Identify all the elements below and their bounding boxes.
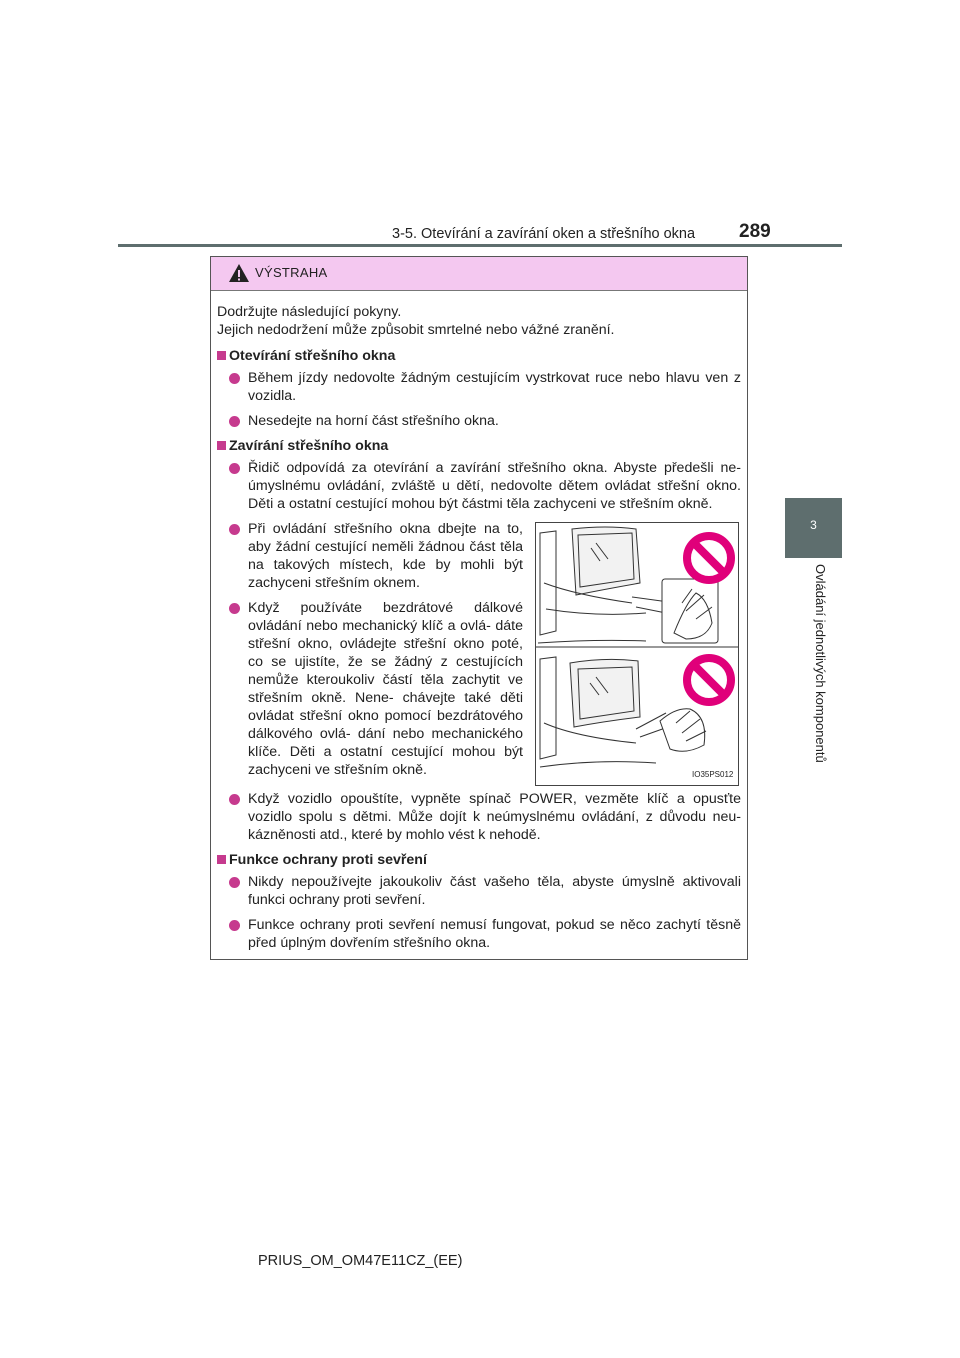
section-title: 3-5. Otevírání a zavírání oken a střešního okna <box>392 226 696 242</box>
bullet-item: Během jízdy nedovolte žádným cestujícím vystrkovat ruce nebo hlavu ven z vozidla. <box>223 369 741 405</box>
bullet-item: Řidič odpovídá za otevírání a zavírání střešního okna. Abyste předešli ne- úmyslnému ovládání, zvláště u dětí, nedovolte dětem ovládat střešní okno. Děti a ostatní cestující mohou být částmi těla zachyceni ve střešním okně. <box>223 459 741 513</box>
round-bullet-icon <box>229 877 240 888</box>
sunroof-illustration <box>535 522 739 786</box>
chapter-number: 3 <box>810 518 817 532</box>
bullet-column <box>217 520 523 786</box>
document-code: PRIUS_OM_OM47E11CZ_(EE) <box>258 1253 463 1269</box>
bullet-item: Funkce ochrany proti sevření nemusí fungovat, pokud se něco zachytí těsně před úplným dovřením střešního okna. <box>223 916 741 952</box>
round-bullet-icon <box>229 463 240 474</box>
bullet-item: Když vozidlo opouštíte, vypněte spínač POWER, vezměte klíč a opusťte vozidlo spolu s dětmi. Může dojít k neúmyslnému ovládání, z důvodu neu- kázněnosti atd., které by mohlo vést k nehodě. <box>223 790 741 844</box>
warning-body <box>211 291 747 952</box>
section-heading-opening: Otevírání střešního okna <box>217 347 741 365</box>
square-bullet-icon <box>217 855 226 864</box>
intro-line-2: Jejich nedodržení může způsobit smrtelné nebo vážné zranění. <box>217 322 615 338</box>
round-bullet-icon <box>229 373 240 384</box>
intro-line-1: Dodržujte následující pokyny. <box>217 304 402 320</box>
figure-code: IO35PS012 <box>692 770 734 779</box>
warning-triangle-icon <box>228 263 250 283</box>
prohibited-sign-icon <box>682 653 736 707</box>
bullet-item: Při ovládání střešního okna dbejte na to, aby žádní cestující neměli žádnou část těla na takových místech, kde by mohli být zachyceni střešním oknem. <box>223 520 523 592</box>
warning-title: VÝSTRAHA <box>255 265 328 280</box>
warning-header <box>211 257 747 291</box>
bullet-item: Nesedejte na horní část střešního okna. <box>223 412 741 430</box>
section-heading-closing: Zavírání střešního okna <box>217 437 741 455</box>
round-bullet-icon <box>229 794 240 805</box>
warning-intro <box>217 303 741 339</box>
prohibited-sign-icon <box>682 531 736 585</box>
page-number: 289 <box>739 221 771 242</box>
round-bullet-icon <box>229 416 240 427</box>
bullets-with-figure <box>217 520 741 786</box>
square-bullet-icon <box>217 441 226 450</box>
section-heading-anti-pinch: Funkce ochrany proti sevření <box>217 851 741 869</box>
square-bullet-icon <box>217 351 226 360</box>
chapter-tab <box>785 498 842 558</box>
round-bullet-icon <box>229 524 240 535</box>
warning-box <box>210 256 748 960</box>
round-bullet-icon <box>229 920 240 931</box>
chapter-rail <box>785 558 842 840</box>
bullet-item: Nikdy nepoužívejte jakoukoliv část vašeho těla, abyste úmyslně aktivovali funkci ochrany proti sevření. <box>223 873 741 909</box>
header-rule <box>118 244 842 247</box>
round-bullet-icon <box>229 603 240 614</box>
bullet-item: Když používáte bezdrátové dálkové ovládání nebo mechanický klíč a ovlá- dáte střešní okno, ovládejte střešní okno poté, co se ujistíte, že se žádný z cestujících nemůže kteroukoliv částí těla zachytit ve střešním okně. Nene- chávejte také děti ovládat střešní okno pomocí bezdrátového dálkového ovlá- dání nebo mechanického klíče. Děti a ostatní cestující mohou být zachyceni ve střešním okně. <box>223 599 523 779</box>
chapter-title: Ovládání jednotlivých komponentů <box>813 564 828 763</box>
